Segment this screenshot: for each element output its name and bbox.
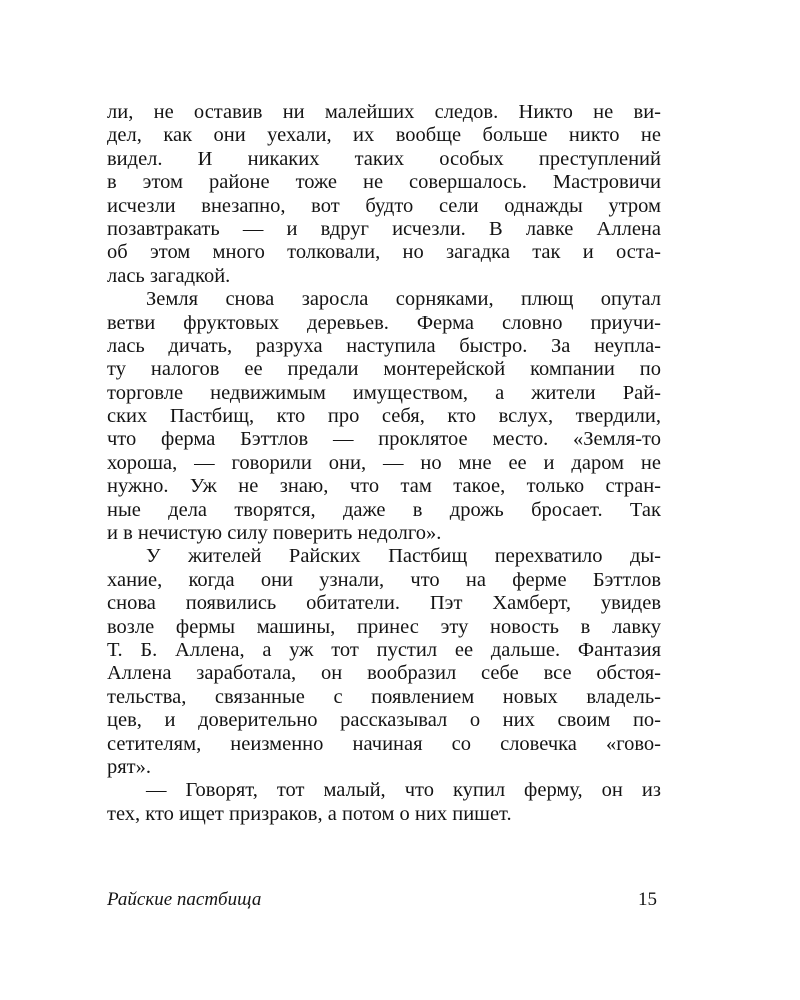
text-line: Т. Б. Аллена, а уж тот пустил ее дальше. Фантазия <box>107 638 661 661</box>
page-footer <box>107 887 661 913</box>
text-line: об этом много толковали, но загадка так и оста- <box>107 241 661 264</box>
text-line: сетителям, неизменно начиная со словечка «гово- <box>107 732 661 755</box>
text-line: что ферма Бэттлов — проклятое место. «Земля-то <box>107 428 661 451</box>
text-line: в этом районе тоже не совершалось. Мастровичи <box>107 171 661 194</box>
text-line: и в нечистую силу поверить недолго». <box>107 522 442 545</box>
text-line: нужно. Уж не знаю, что там такое, только стран- <box>107 475 661 498</box>
text-line: рят». <box>107 755 152 778</box>
text-line: торговле недвижимым имуществом, а жители Рай- <box>107 381 661 404</box>
paragraph-first-line: — Говорят, тот малый, что купил ферму, он из <box>146 779 661 802</box>
text-line: ли, не оставив ни малейших следов. Никто не ви- <box>107 101 661 123</box>
text-line: дел, как они уехали, их вообще больше никто не <box>107 124 661 147</box>
text-line: тельства, связанные с появлением новых владель- <box>107 685 661 708</box>
text-line: Аллена заработала, он вообразил себе все обстоя- <box>107 662 661 685</box>
text-line: снова появились обитатели. Пэт Хамберт, увидев <box>107 592 661 615</box>
text-line: ту налогов ее предали монтерейской компании по <box>107 358 661 381</box>
text-line: ветви фруктовых деревьев. Ферма словно приучи- <box>107 311 661 334</box>
text-line: хание, когда они узнали, что на ферме Бэттлов <box>107 568 661 591</box>
text-line: видел. И никаких таких особых преступлений <box>107 147 661 170</box>
book-title: Райские пастбища <box>107 889 262 910</box>
text-line: лась загадкой. <box>107 264 231 287</box>
text-line: возле фермы машины, принес эту новость в лавку <box>107 615 661 638</box>
paragraph-first-line: У жителей Райских Пастбищ перехватило ды- <box>146 545 661 568</box>
text-line: лась дичать, разруха наступила быстро. За неупла- <box>107 334 661 357</box>
text-line: исчезли внезапно, вот будто сели однажды утром <box>107 194 661 217</box>
text-line: цев, и доверительно рассказывал о них своим по- <box>107 709 661 732</box>
text-line: ских Пастбищ, кто про себя, кто вслух, твердили, <box>107 405 661 428</box>
page-number: 15 <box>638 889 657 910</box>
text-line: ные дела творятся, даже в дрожь бросает. Так <box>107 498 661 521</box>
text-line: хороша, — говорили они, — но мне ее и даром не <box>107 451 661 474</box>
body-text <box>107 101 661 826</box>
text-line: тех, кто ищет призраков, а потом о них пишет. <box>107 802 512 825</box>
text-line: позавтракать — и вдруг исчезли. В лавке Аллена <box>107 217 661 240</box>
paragraph-first-line: Земля снова заросла сорняками, плющ опутал <box>146 288 661 311</box>
